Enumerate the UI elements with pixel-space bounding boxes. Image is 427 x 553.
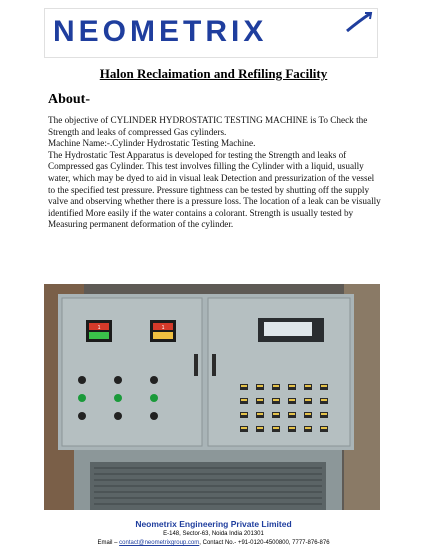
paragraph-machine-name: Machine Name:-.Cylinder Hydrostatic Testing Machine. — [48, 138, 256, 149]
machine-illustration — [44, 284, 380, 510]
document-title: Halon Reclaimation and Refiling Facility — [99, 66, 328, 81]
footer-company-name: Neometrix Engineering Private Limited — [135, 519, 292, 529]
about-body — [48, 115, 383, 231]
paragraph-objective: The objective of CYLINDER HYDROSTATIC TESTING MACHINE is To Check the Strength and leaks of compressed Gas cylinders. — [48, 115, 368, 137]
footer-address: E-148, Sector-63, Noida India 201301 — [163, 531, 264, 537]
phone-numbers: , Contact No.- +91-0120-4500800, 7777-876-876 — [199, 540, 330, 546]
paragraph-description: The Hydrostatic Test Apparatus is developed for testing the Strength and leaks of Compressed gas Cylinder. This test involves filling the Cylinder with a liquid, usually water, which may be dyed to aid in visual leak Detection and pressurization of the vessel to the specified test pressure. Pressure tightness can be tested by shutting off the supply valve and observing whether there is a pressure loss. The location of a leak can be visually identified More easily if the water contains a colorant. Strength is usually tested by Measuring permanent deformation of the cylinder. — [48, 149, 381, 230]
section-heading: About- — [48, 92, 91, 107]
controller-2-display: 1 — [161, 325, 165, 331]
email-label: Email – — [97, 540, 120, 546]
machine-photo — [44, 284, 380, 510]
controller-1-display: 1 — [97, 325, 101, 331]
swoosh-icon — [345, 11, 373, 33]
logo-banner — [44, 8, 378, 58]
footer-contact-line — [0, 540, 427, 546]
email-link[interactable]: contact@neometrixgroup.com — [119, 540, 200, 546]
company-logo: NEOMETRIX — [53, 15, 268, 48]
